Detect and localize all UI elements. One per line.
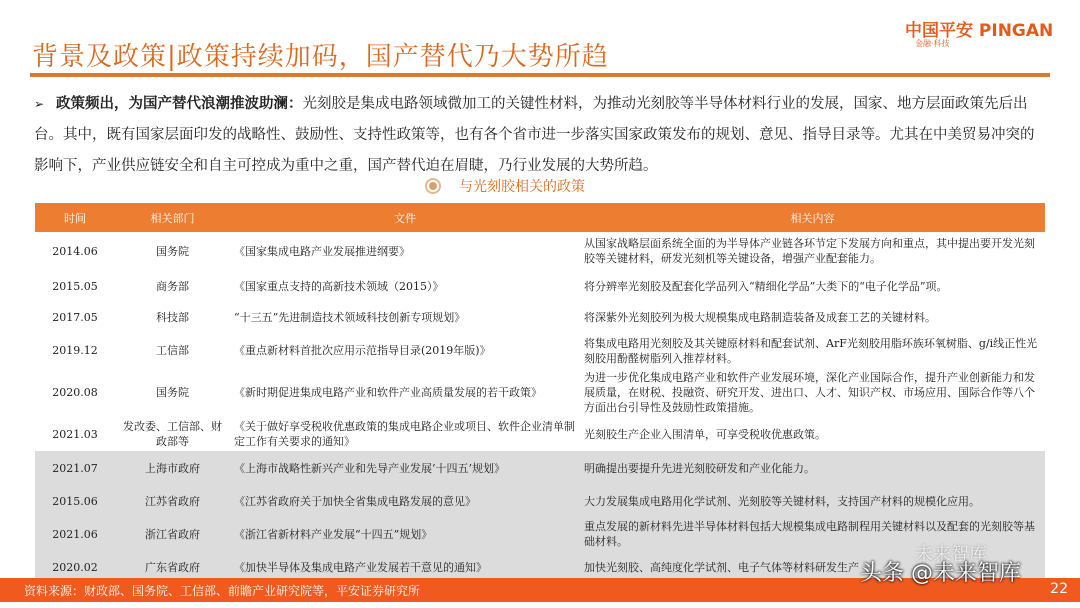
cell-content: 从国家战略层面系统全面的为半导体产业链各环节定下发展方向和重点，其中提出要开发光刻胶等关键材料，研发光刻机等关键设备，增强产业配套能力。 [580, 232, 1045, 270]
page-title: 背景及政策|政策持续加码，国产替代乃大势所趋 [32, 42, 609, 72]
cell-dept: 国务院 [115, 232, 230, 270]
cell-file: 《国家集成电路产业发展推进纲要》 [230, 232, 580, 270]
table-row [35, 451, 1045, 486]
cell-content: 将集成电路用光刻胶及其关键原材料和配套试剂、ArF光刻胶用脂环族环氧树脂、g/i线正性光刻胶用酚醛树脂列入推荐材料。 [580, 333, 1045, 368]
cell-dept: 发改委、工信部、财政部等 [115, 417, 230, 451]
cell-content: 加快光刻胶、高纯度化学试剂、电子气体等材料研发生产 [580, 551, 1045, 583]
cell-dept: 科技部 [115, 302, 230, 333]
cell-time: 2021.06 [35, 517, 115, 551]
cell-dept: 商务部 [115, 270, 230, 302]
intro-text: 光刻胶是集成电路领域微加工的关键性材料，为推动光刻胶等半导体材料行业的发展，国家、地方层面政策先后出台。其中，既有国家层面印发的战略性、鼓励性、支持性政策等，也有各个省市进一步落实国家政策发布的规划、意见、指导目录等。尤其在中美贸易冲突的影响下，产业供应链安全和自主可控成为重中之重，国产替代迫在眉睫，乃行业发展的大势所趋。 [34, 96, 1035, 174]
cell-content: 明确提出要提升先进光刻胶研发和产业化能力。 [580, 451, 1045, 486]
table-caption-text: 与光刻胶相关的政策 [459, 179, 585, 195]
table-row [35, 517, 1045, 551]
header-time: 时间 [35, 203, 115, 232]
cell-file: 《加快半导体及集成电路产业发展若干意见的通知》 [230, 551, 580, 583]
table-row [35, 368, 1045, 417]
cell-time: 2017.05 [35, 302, 115, 333]
table-row [35, 333, 1045, 368]
table-row [35, 486, 1045, 517]
table-caption [425, 176, 585, 196]
cell-time: 2021.03 [35, 417, 115, 451]
pingan-logo: 中国平安 PINGAN [905, 21, 1054, 41]
cell-time: 2015.06 [35, 486, 115, 517]
cell-content: 光刻胶生产企业入围清单，可享受税收优惠政策。 [580, 417, 1045, 451]
title-divider [30, 73, 1050, 77]
cell-content: 将深紫外光刻胶列为极大规模集成电路制造装备及成套工艺的关键材料。 [580, 302, 1045, 333]
arrow-bullet-icon: ➢ [34, 97, 45, 111]
cell-dept: 江苏省政府 [115, 486, 230, 517]
header-dept: 相关部门 [115, 203, 230, 232]
table-row [35, 302, 1045, 333]
cell-time: 2019.12 [35, 333, 115, 368]
cell-file: 《浙江省新材料产业发展“十四五”规划》 [230, 517, 580, 551]
table-row [35, 270, 1045, 302]
cell-time: 2014.06 [35, 232, 115, 270]
intro-lead: 政策频出，为国产替代浪潮推波助澜： [56, 95, 303, 112]
cell-content: 将分辨率光刻胶及配套化学品列入“精细化学品”大类下的“电子化学品”项。 [580, 270, 1045, 302]
cell-file: 《国家重点支持的高新技术领域（2015）》 [230, 270, 580, 302]
table-row [35, 417, 1045, 451]
cell-file: 《重点新材料首批次应用示范指导目录(2019年版)》 [230, 333, 580, 368]
cell-content: 重点发展的新材料先进半导体材料包括大规模集成电路制程用关键材料以及配套的光刻胶等基础材料。 [580, 517, 1045, 551]
watermark-small: 未来智库 [915, 544, 987, 565]
cell-file: 《新时期促进集成电路产业和软件产业高质量发展的若干政策》 [230, 368, 580, 417]
cell-content: 大力发展集成电路用化学试剂、光刻胶等关键材料，支持国产材料的规模化应用。 [580, 486, 1045, 517]
source-note: 资料来源：财政部、国务院、工信部、前瞻产业研究院等，平安证券研究所 [24, 584, 421, 598]
page-number: 22 [1050, 581, 1068, 597]
table-row [35, 232, 1045, 270]
cell-file: 《关于做好享受税收优惠政策的集成电路企业或项目、软件企业清单制定工作有关要求的通知》 [230, 417, 580, 451]
watermark: 头条 @未来智库 [860, 561, 1021, 586]
intro-paragraph [34, 88, 1044, 182]
logo-tagline: 金融·科技 [915, 39, 950, 48]
table-header [35, 203, 1045, 232]
cell-dept: 国务院 [115, 368, 230, 417]
header-file: 文件 [230, 203, 580, 232]
cell-time: 2020.02 [35, 551, 115, 583]
cell-file: “十三五”先进制造技术领域科技创新专项规划》 [230, 302, 580, 333]
cell-dept: 工信部 [115, 333, 230, 368]
cell-dept: 广东省政府 [115, 551, 230, 583]
cell-dept: 浙江省政府 [115, 517, 230, 551]
cell-time: 2021.07 [35, 451, 115, 486]
cell-time: 2015.05 [35, 270, 115, 302]
policy-table [35, 203, 1045, 583]
cell-content: 为进一步优化集成电路产业和软件产业发展环境，深化产业国际合作，提升产业创新能力和发展质量，在财税、投融资、研究开发、进出口、人才、知识产权、市场应用、国际合作等八个方面出台引导性及鼓励性政策措施。 [580, 368, 1045, 417]
cell-dept: 上海市政府 [115, 451, 230, 486]
header-content: 相关内容 [580, 203, 1045, 232]
target-circle-icon [425, 178, 441, 194]
cell-file: 《江苏省政府关于加快全省集成电路发展的意见》 [230, 486, 580, 517]
cell-file: 《上海市战略性新兴产业和先导产业发展‘十四五’规划》 [230, 451, 580, 486]
cell-time: 2020.08 [35, 368, 115, 417]
